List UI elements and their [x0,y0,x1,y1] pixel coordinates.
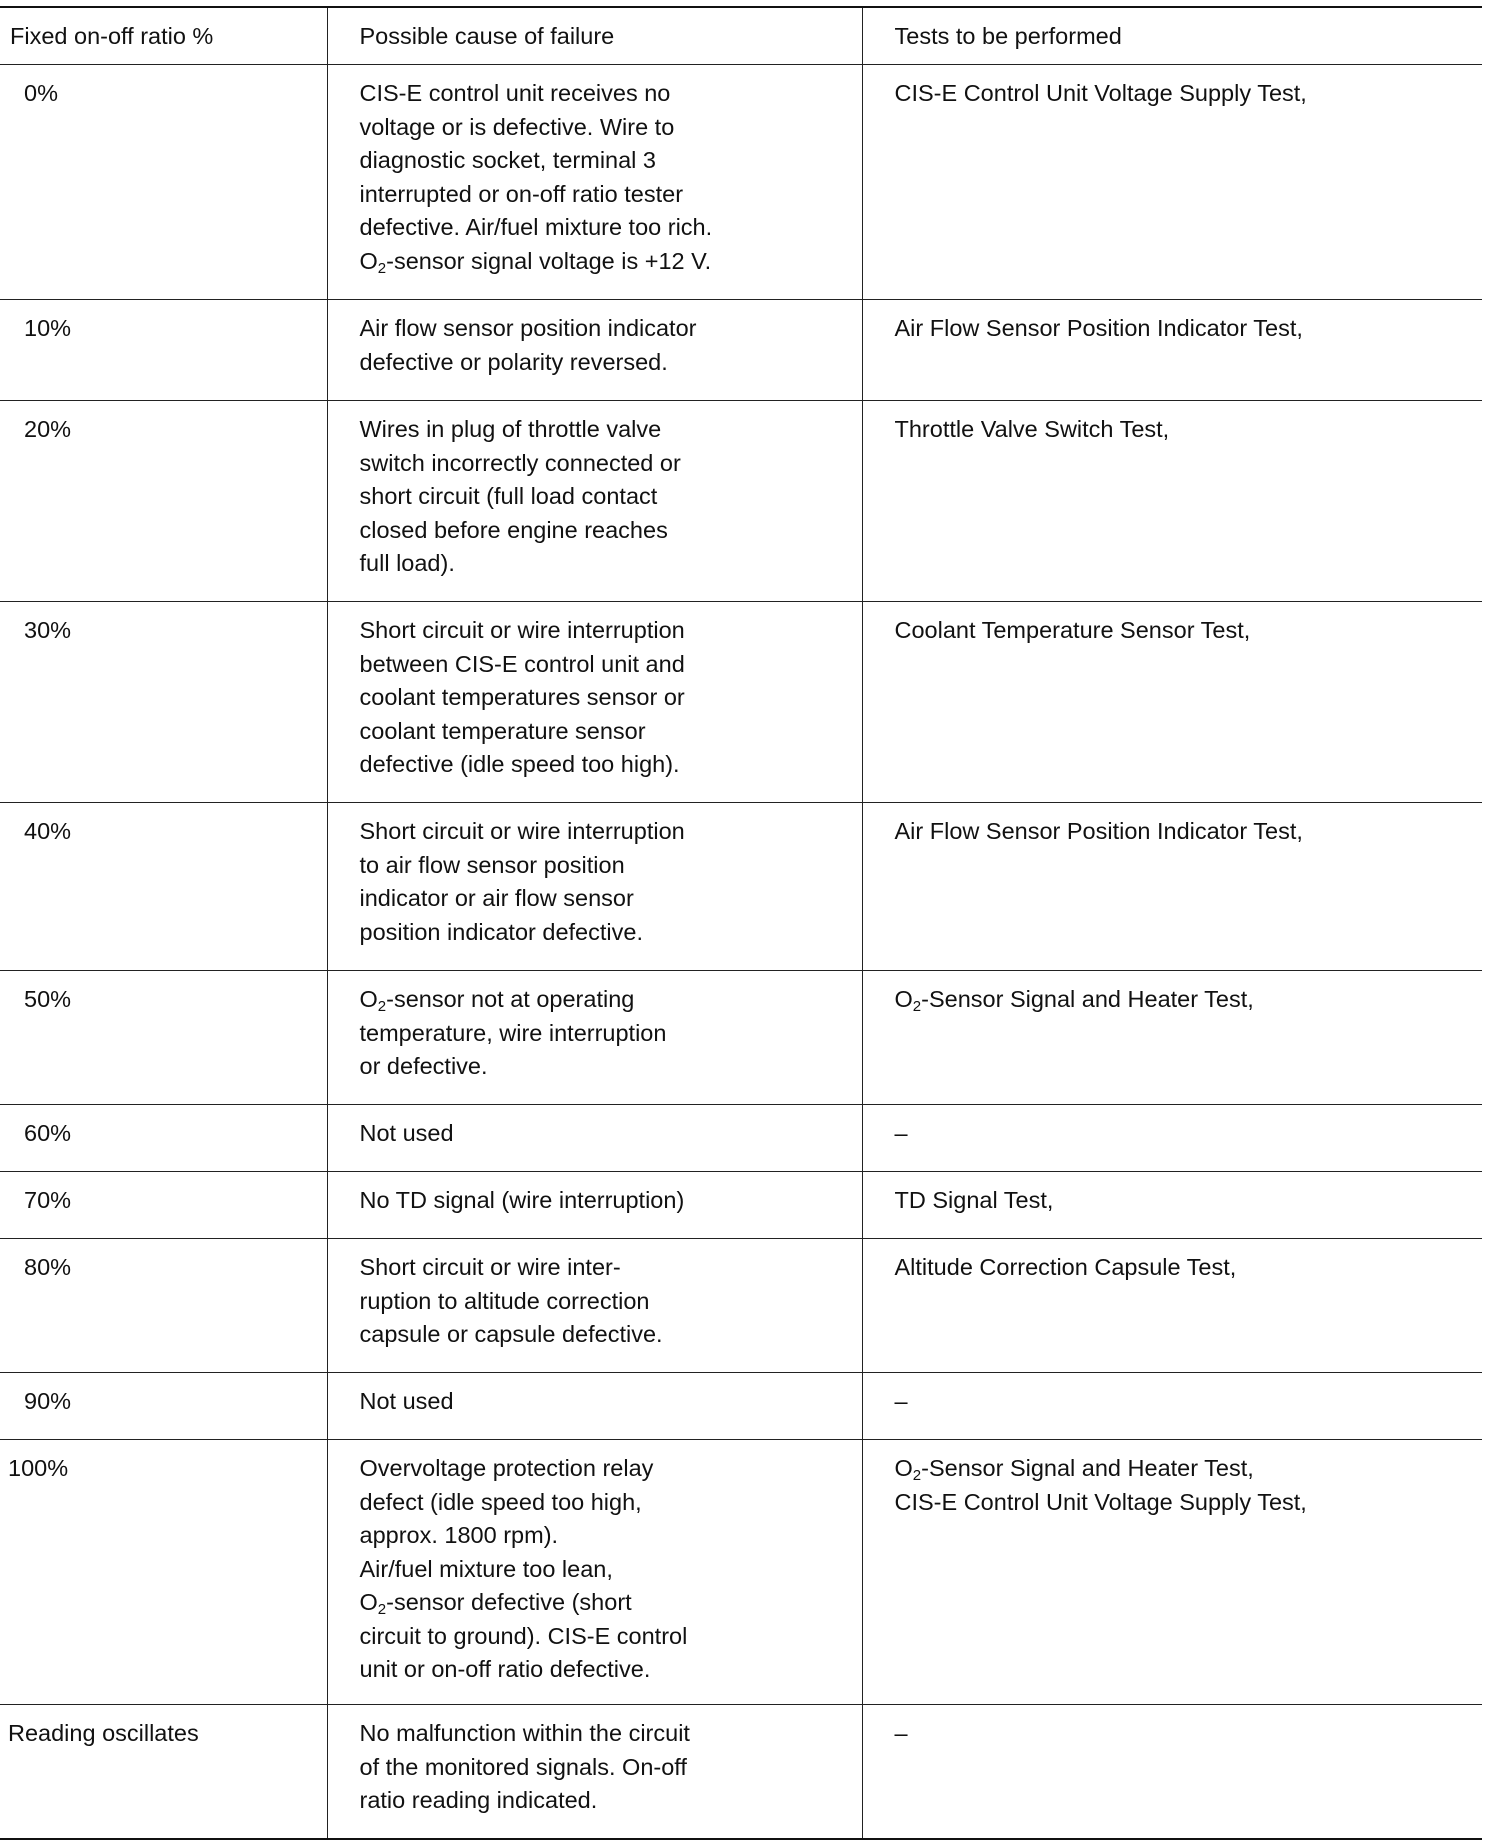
cause-cell [327,65,862,300]
tests-cell [862,1440,1482,1705]
cause-text: Overvoltage protection relay defect (idle speed too high, approx. 1800 rpm). Air/fuel mixture too lean, [359,1455,654,1582]
tests-text: -Sensor Signal and Heater Test, [921,986,1254,1012]
subscript-2: 2 [377,1601,387,1618]
table-row [0,1172,1482,1239]
ratio-cell: 0% [0,65,327,300]
table-row [0,401,1482,602]
ratio-cell: 20% [0,401,327,602]
cause-cell: Not used [327,1373,862,1440]
header-tests: Tests to be performed [862,7,1482,65]
header-cause: Possible cause of failure [327,7,862,65]
tests-cell: – [862,1105,1482,1172]
table-row [0,1105,1482,1172]
tests-text-o2-prefix: O [894,1455,913,1481]
tests-cell: Coolant Temperature Sensor Test, [862,602,1482,803]
tests-cell: Altitude Correction Capsule Test, [862,1239,1482,1373]
table-row [0,300,1482,401]
ratio-cell: Reading oscillates [0,1705,327,1839]
cause-text: CIS-E control unit receives no voltage or is defective. Wire to diagnostic socket, terminal 3 interrupted or on-off ratio tester defective. Air/fuel mixture too rich. [359,80,713,240]
cause-text-o2-prefix: O [359,247,378,274]
ratio-cell: 70% [0,1172,327,1239]
cause-cell: Short circuit or wire inter- ruption to altitude correction capsule or capsule defective. [327,1239,862,1373]
table-row [0,65,1482,300]
cause-cell [327,1440,862,1705]
tests-cell: – [862,1705,1482,1839]
table-row [0,1239,1482,1373]
cause-text: -sensor not at operating temperature, wire interruption or defective. [359,986,667,1079]
cause-cell [327,971,862,1105]
table-row [0,803,1482,971]
tests-cell: TD Signal Test, [862,1172,1482,1239]
table-row [0,1373,1482,1440]
tests-cell: Air Flow Sensor Position Indicator Test, [862,300,1482,401]
table-row [0,971,1482,1105]
subscript-2: 2 [912,1467,922,1484]
cause-cell: No TD signal (wire interruption) [327,1172,862,1239]
tests-cell: CIS-E Control Unit Voltage Supply Test, [862,65,1482,300]
ratio-cell: 30% [0,602,327,803]
ratio-cell: 40% [0,803,327,971]
tests-cell: Throttle Valve Switch Test, [862,401,1482,602]
header-ratio: Fixed on-off ratio % [0,7,327,65]
ratio-cell: 10% [0,300,327,401]
ratio-cell: 80% [0,1239,327,1373]
subscript-2: 2 [377,259,387,277]
table-row [0,1705,1482,1839]
cause-text-o2-prefix: O [359,986,378,1012]
cause-text-o2-prefix: O [359,1589,378,1615]
table-row [0,1440,1482,1705]
tests-cell [862,971,1482,1105]
table-row [0,602,1482,803]
ratio-cell: 90% [0,1373,327,1440]
on-off-ratio-table [0,6,1482,1840]
cause-cell: Wires in plug of throttle valve switch incorrectly connected or short circuit (full load contact closed before engine reaches full load). [327,401,862,602]
cause-cell: Not used [327,1105,862,1172]
cause-cell: No malfunction within the circuit of the monitored signals. On-off ratio reading indicated. [327,1705,862,1839]
tests-text: -Sensor Signal and Heater Test, [921,1455,1254,1481]
table-header-row [0,7,1482,65]
ratio-cell: 50% [0,971,327,1105]
tests-text-o2-prefix: O [894,986,913,1012]
subscript-2: 2 [377,998,387,1015]
ratio-cell: 60% [0,1105,327,1172]
tests-cell: Air Flow Sensor Position Indicator Test, [862,803,1482,971]
cause-cell: Short circuit or wire interruption to air flow sensor position indicator or air flow sensor position indicator defective. [327,803,862,971]
tests-cell: – [862,1373,1482,1440]
cause-cell: Short circuit or wire interruption between CIS-E control unit and coolant temperatures sensor or coolant temperature sensor defective (idle speed too high). [327,602,862,803]
subscript-2: 2 [912,998,922,1015]
cause-text: -sensor defective (short circuit to ground). CIS-E control unit or on-off ratio defective. [359,1589,688,1682]
ratio-cell: 100% [0,1440,327,1705]
cause-text-o2-suffix: -sensor signal voltage is +12 V. [386,247,712,274]
tests-text: CIS-E Control Unit Voltage Supply Test, [894,1488,1307,1515]
diagnostic-table-page [0,6,1482,1840]
cause-cell: Air flow sensor position indicator defective or polarity reversed. [327,300,862,401]
